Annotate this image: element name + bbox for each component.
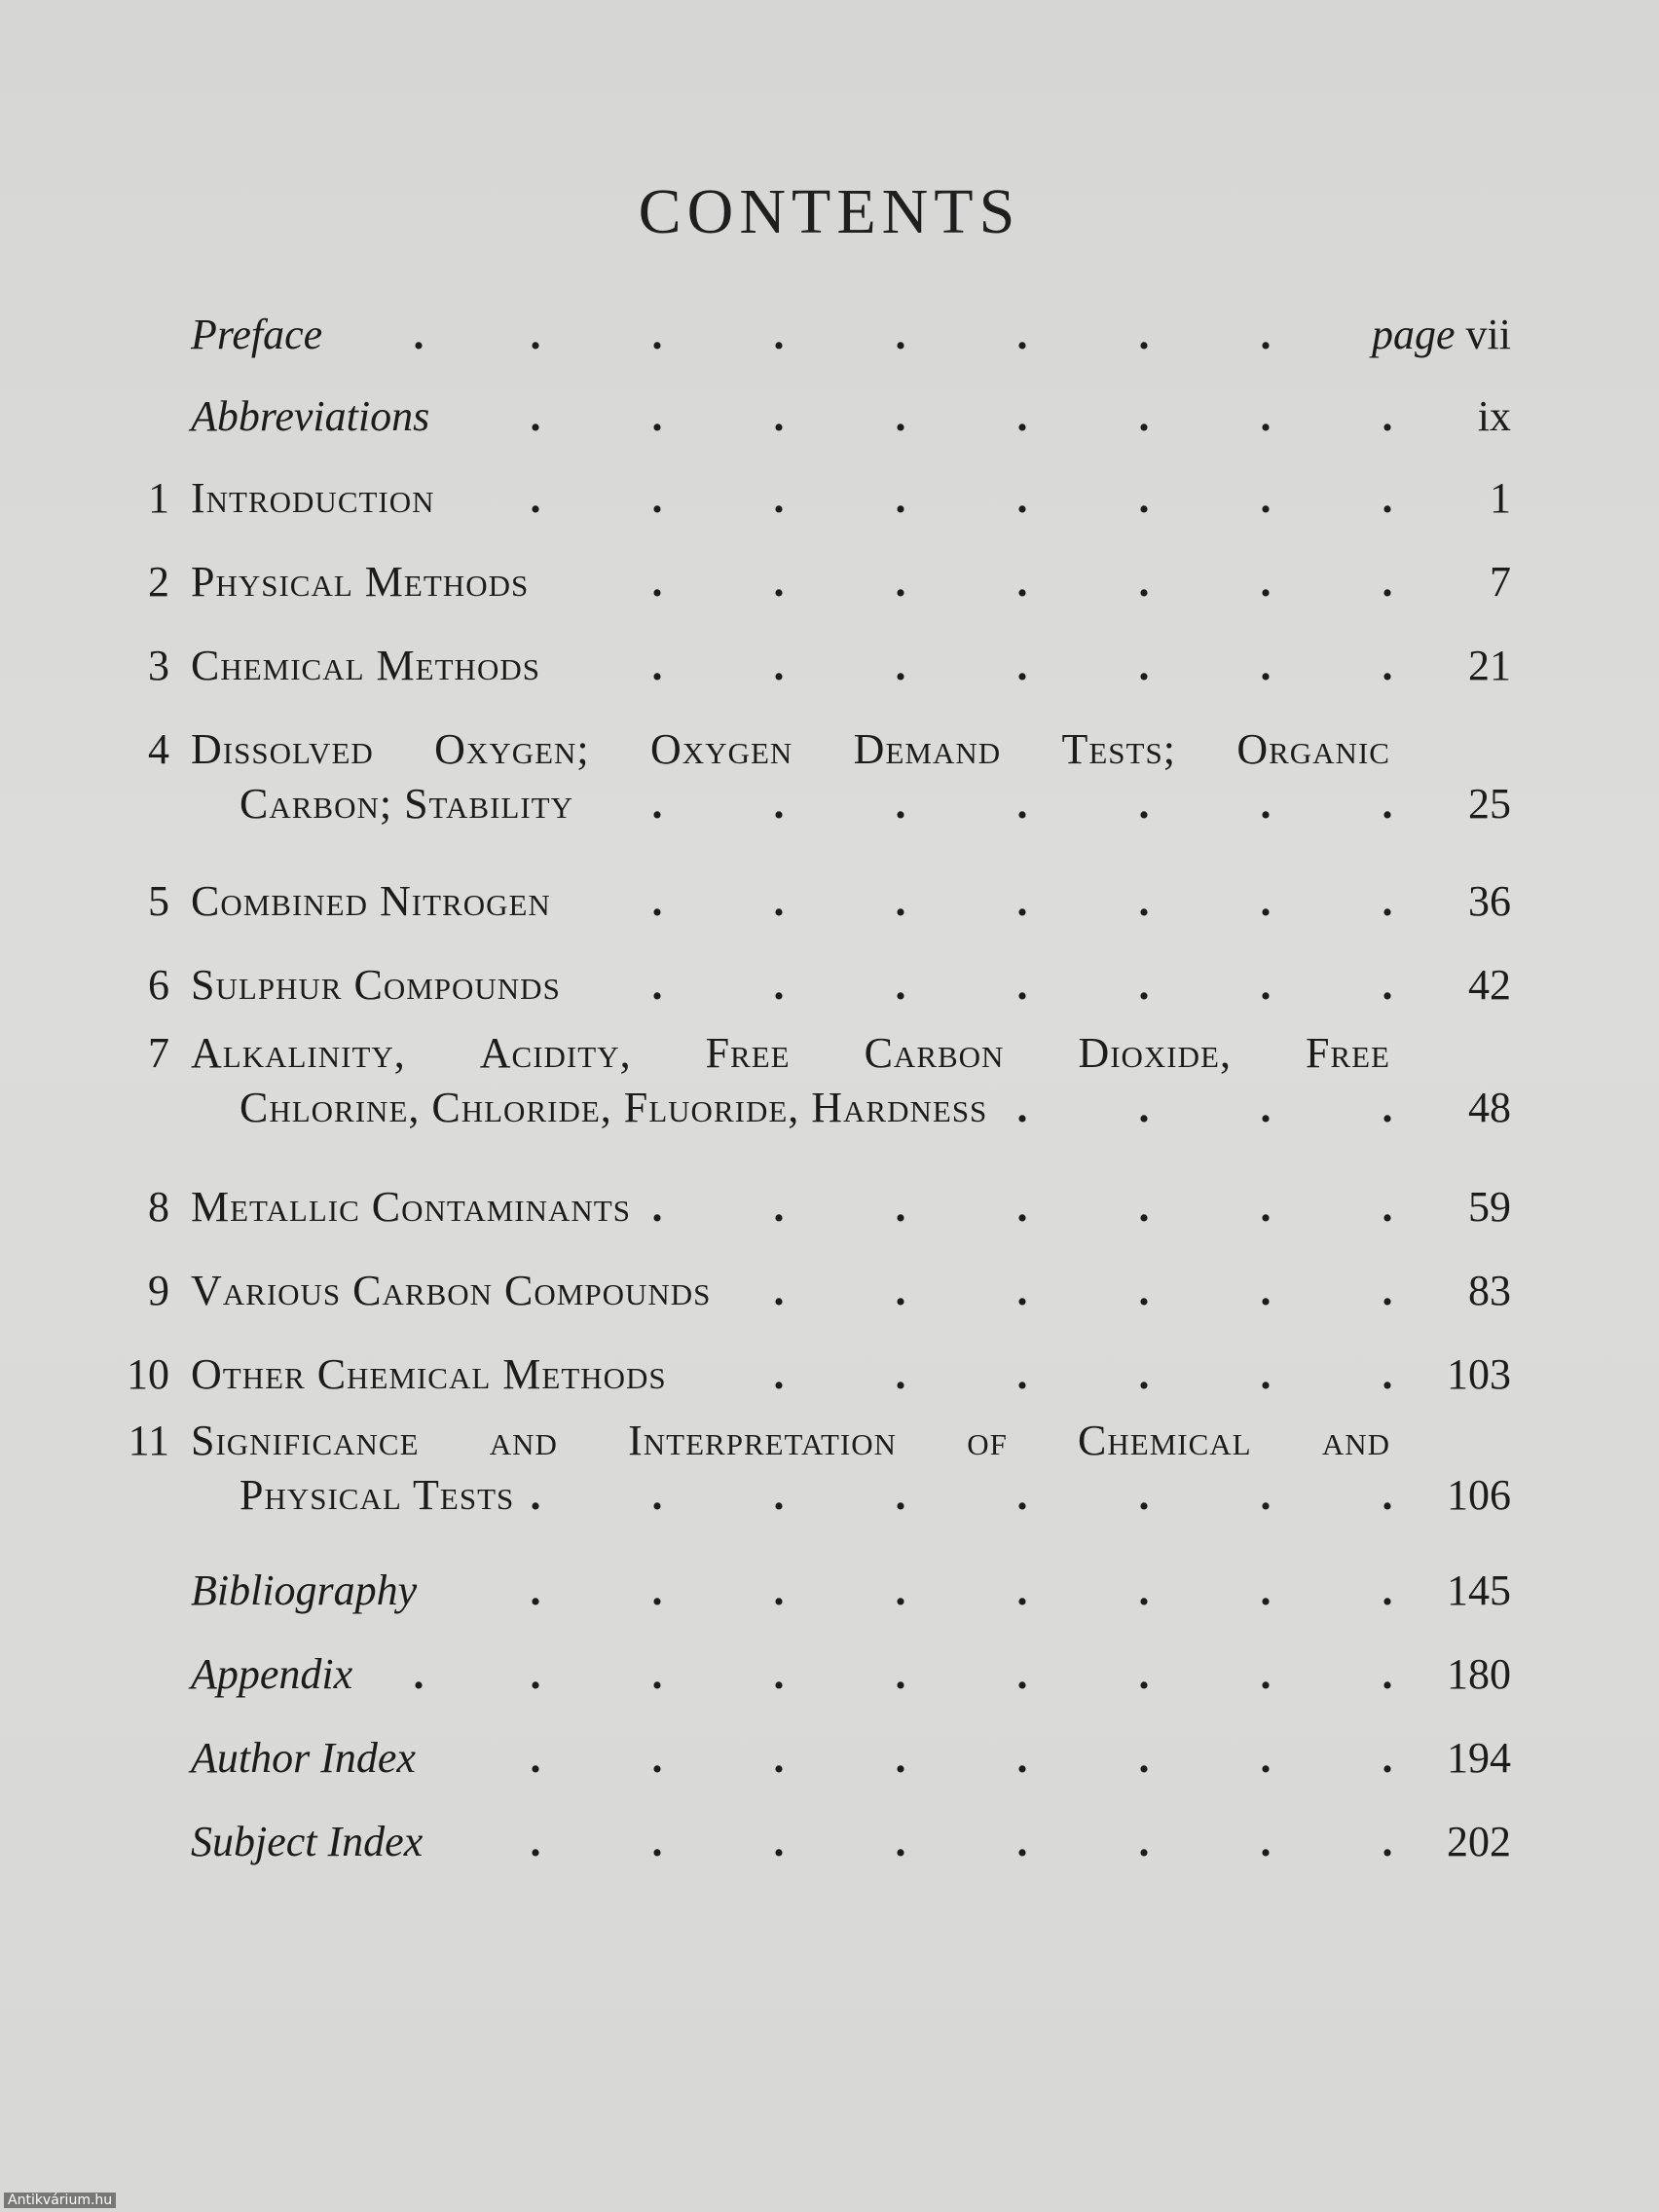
chapter-number: 3 xyxy=(148,642,169,689)
chapter-number: 5 xyxy=(148,877,169,925)
leader-dot: . xyxy=(895,1183,906,1231)
toc-entry-title: Metallic Contaminants xyxy=(191,1183,631,1231)
leader-dot: . xyxy=(1260,474,1272,522)
chapter-number: 1 xyxy=(148,474,169,522)
page-number xyxy=(1447,1468,1511,1523)
leader-dot: . xyxy=(1382,877,1393,925)
page-number-value: 25 xyxy=(1468,780,1511,828)
leader-dot: . xyxy=(1138,1350,1150,1398)
leader-dot: . xyxy=(1260,392,1272,440)
page-number-value: 1 xyxy=(1490,474,1511,522)
title-word: Free xyxy=(705,1029,791,1077)
leader-dot: . xyxy=(1382,642,1393,689)
title-word: Tests; xyxy=(1061,725,1176,773)
leader-dot: . xyxy=(1016,1267,1028,1314)
leader-dot: . xyxy=(773,1734,785,1782)
leader-dot: . xyxy=(773,558,785,606)
leader-dot: . xyxy=(1382,1567,1393,1614)
leader-dot: . xyxy=(1016,1650,1028,1698)
leader-dot: . xyxy=(1138,1471,1150,1519)
page-number xyxy=(1490,471,1511,526)
leader-dot: . xyxy=(651,1650,663,1698)
page-number xyxy=(1372,308,1511,362)
leader-dot: . xyxy=(773,392,785,440)
leader-dot: . xyxy=(1016,961,1028,1009)
title-word: Dioxide, xyxy=(1078,1029,1232,1077)
toc-entry-title: Physical Methods xyxy=(191,558,530,606)
leader-dot: . xyxy=(1016,1567,1028,1614)
leader-dot: . xyxy=(773,642,785,689)
page-number-value: 59 xyxy=(1468,1183,1511,1231)
leader-dot: . xyxy=(1138,311,1150,358)
leader-dot: . xyxy=(1138,1567,1150,1614)
leader-dot: . xyxy=(1382,1350,1393,1398)
page-number-value: vii xyxy=(1465,311,1511,358)
leader-dot: . xyxy=(1260,1567,1272,1614)
leader-dot: . xyxy=(1382,1183,1393,1231)
leader-dot: . xyxy=(1016,1350,1028,1398)
toc-entry[interactable] xyxy=(0,874,1659,929)
leader-dot: . xyxy=(530,392,541,440)
leader-dot: . xyxy=(651,1471,663,1519)
title-word: Significance xyxy=(191,1417,420,1464)
leader-dot: . xyxy=(1138,1084,1150,1131)
chapter-number: 8 xyxy=(148,1183,169,1231)
toc-entry-title-continued: Chlorine, Chloride, Fluoride, Hardness xyxy=(240,1084,988,1131)
leader-dot: . xyxy=(1382,1471,1393,1519)
leader-dot: . xyxy=(895,474,906,522)
leader-dot: . xyxy=(1016,877,1028,925)
title-word: and xyxy=(1321,1417,1390,1464)
leader-dot: . xyxy=(1138,392,1150,440)
watermark-label: Antikvárium.hu xyxy=(4,2193,116,2208)
toc-entry-title: Appendix xyxy=(191,1650,353,1698)
leader-dot: . xyxy=(1260,1084,1272,1131)
chapter-number: 7 xyxy=(148,1029,169,1077)
leader-dot: . xyxy=(773,1471,785,1519)
leader-dot: . xyxy=(1260,1183,1272,1231)
page-number-value: 194 xyxy=(1447,1734,1511,1782)
toc-entry[interactable] xyxy=(0,1026,1659,1135)
title-word: Free xyxy=(1305,1029,1390,1077)
leader-dot: . xyxy=(773,1818,785,1865)
leader-dot: . xyxy=(895,1734,906,1782)
leader-dot: . xyxy=(1260,1267,1272,1314)
leader-dot: . xyxy=(1016,558,1028,606)
page-number xyxy=(1447,1815,1511,1869)
leader-dot: . xyxy=(1016,311,1028,358)
leader-dot: . xyxy=(530,1650,541,1698)
page-number xyxy=(1468,958,1511,1013)
leader-dot: . xyxy=(651,780,663,828)
leader-dot: . xyxy=(651,1818,663,1865)
leader-dot: . xyxy=(1382,1650,1393,1698)
leader-dot: . xyxy=(773,1350,785,1398)
toc-entry[interactable] xyxy=(0,308,1659,362)
toc-entry[interactable] xyxy=(0,1180,1659,1235)
leader-dot: . xyxy=(1016,1818,1028,1865)
leader-dot: . xyxy=(1382,961,1393,1009)
title-word: Alkalinity, xyxy=(191,1029,406,1077)
leader-dot: . xyxy=(773,780,785,828)
page-number xyxy=(1468,639,1511,693)
leader-dot: . xyxy=(1138,1818,1150,1865)
toc-entry-title-continued: Physical Tests xyxy=(240,1471,515,1519)
page-number-value: 36 xyxy=(1468,877,1511,925)
leader-dot: . xyxy=(1016,1734,1028,1782)
page-number-value: 48 xyxy=(1468,1084,1511,1131)
toc-entry[interactable] xyxy=(0,1347,1659,1402)
title-word: Organic xyxy=(1236,725,1390,773)
leader-dot: . xyxy=(1382,558,1393,606)
leader-dot: . xyxy=(1260,642,1272,689)
leader-dot: . xyxy=(413,311,424,358)
title-word: Demand xyxy=(853,725,1002,773)
toc-entry-title: Chemical Methods xyxy=(191,642,540,689)
toc-entry-title: Introduction xyxy=(191,474,435,522)
leader-dot: . xyxy=(1382,1734,1393,1782)
leader-dot: . xyxy=(1382,780,1393,828)
page-number-value: 145 xyxy=(1447,1567,1511,1614)
leader-dot: . xyxy=(1260,1818,1272,1865)
title-word: Oxygen xyxy=(650,725,793,773)
leader-dot: . xyxy=(895,392,906,440)
leader-dot: . xyxy=(651,961,663,1009)
leader-dot: . xyxy=(895,642,906,689)
leader-dot: . xyxy=(1382,1267,1393,1314)
page-number xyxy=(1490,555,1511,609)
leader-dot: . xyxy=(1382,392,1393,440)
leader-dot: . xyxy=(1382,1818,1393,1865)
leader-dot: . xyxy=(1138,877,1150,925)
toc-entry[interactable] xyxy=(0,958,1659,1013)
leader-dot: . xyxy=(1016,642,1028,689)
page-number-value: 106 xyxy=(1447,1471,1511,1519)
leader-dot: . xyxy=(1138,1734,1150,1782)
leader-dot: . xyxy=(651,1567,663,1614)
chapter-number: 4 xyxy=(148,725,169,773)
leader-dot: . xyxy=(1260,1350,1272,1398)
toc-entry[interactable] xyxy=(0,722,1659,831)
leader-dot: . xyxy=(773,474,785,522)
toc-entry[interactable] xyxy=(0,471,1659,526)
leader-dot: . xyxy=(1016,780,1028,828)
page-number-value: 42 xyxy=(1468,961,1511,1009)
chapter-number: 9 xyxy=(148,1267,169,1314)
leader-dot: . xyxy=(773,877,785,925)
leader-dot: . xyxy=(1260,1650,1272,1698)
toc-entry-title: Preface xyxy=(191,311,323,358)
leader-dot: . xyxy=(530,1734,541,1782)
toc-entry-title: Abbreviations xyxy=(191,392,430,440)
page-number xyxy=(1478,389,1511,444)
title-word: Chemical xyxy=(1078,1417,1252,1464)
leader-dot: . xyxy=(773,311,785,358)
title-word: Carbon xyxy=(864,1029,1005,1077)
page-number xyxy=(1447,1347,1511,1402)
leader-dot: . xyxy=(1138,1267,1150,1314)
toc-entry[interactable] xyxy=(0,1264,1659,1318)
leader-dot: . xyxy=(773,1267,785,1314)
leader-dot: . xyxy=(773,1650,785,1698)
leader-dot: . xyxy=(651,474,663,522)
leader-dot: . xyxy=(1138,642,1150,689)
toc-entry[interactable] xyxy=(0,639,1659,693)
page-number-value: 103 xyxy=(1447,1350,1511,1398)
leader-dot: . xyxy=(1260,961,1272,1009)
leader-dot: . xyxy=(651,877,663,925)
page-number xyxy=(1468,1264,1511,1318)
page-number xyxy=(1468,874,1511,929)
title-word: Oxygen; xyxy=(434,725,590,773)
page-number xyxy=(1447,1564,1511,1618)
page-number xyxy=(1468,777,1511,831)
leader-dot: . xyxy=(773,1183,785,1231)
leader-dot: . xyxy=(530,1471,541,1519)
leader-dot: . xyxy=(1138,558,1150,606)
leader-dot: . xyxy=(1260,558,1272,606)
title-word: and xyxy=(489,1417,558,1464)
leader-dot: . xyxy=(530,1567,541,1614)
leader-dot: . xyxy=(1260,780,1272,828)
leader-dot: . xyxy=(1260,1471,1272,1519)
page-number-value: 7 xyxy=(1490,558,1511,606)
leader-dot: . xyxy=(1138,961,1150,1009)
leader-dot: . xyxy=(530,1818,541,1865)
page-number-value: 21 xyxy=(1468,642,1511,689)
leader-dot: . xyxy=(1138,780,1150,828)
title-word: Dissolved xyxy=(191,725,374,773)
leader-dot: . xyxy=(895,1471,906,1519)
leader-dot: . xyxy=(651,392,663,440)
toc-entry-title: Bibliography xyxy=(191,1567,418,1614)
page-number-value: ix xyxy=(1477,392,1511,440)
leader-dot: . xyxy=(895,1267,906,1314)
leader-dot: . xyxy=(895,961,906,1009)
leader-dot: . xyxy=(651,558,663,606)
page-number-value: 83 xyxy=(1468,1267,1511,1314)
toc-entry[interactable] xyxy=(0,555,1659,609)
leader-dot: . xyxy=(651,311,663,358)
toc-entry[interactable] xyxy=(0,1815,1659,1869)
page-number xyxy=(1468,1081,1511,1135)
leader-dot: . xyxy=(1382,1084,1393,1131)
page-prefix-label: page xyxy=(1372,311,1456,358)
leader-dot: . xyxy=(1260,311,1272,358)
leader-dot: . xyxy=(773,1567,785,1614)
toc-entry-title-continued: Carbon; Stability xyxy=(240,780,573,828)
toc-entry[interactable] xyxy=(0,1647,1659,1702)
page-number xyxy=(1447,1647,1511,1702)
leader-dot: . xyxy=(895,1567,906,1614)
toc-entry-title: Subject Index xyxy=(191,1818,424,1865)
toc-entry[interactable] xyxy=(0,1731,1659,1786)
leader-dot: . xyxy=(651,642,663,689)
toc-entry-title xyxy=(191,1026,1390,1081)
leader-dot: . xyxy=(895,1350,906,1398)
leader-dot: . xyxy=(530,474,541,522)
page-number xyxy=(1468,1180,1511,1235)
leader-dot: . xyxy=(1382,474,1393,522)
leader-dot: . xyxy=(413,1650,424,1698)
page-number xyxy=(1447,1731,1511,1786)
toc-entry-title: Various Carbon Compounds xyxy=(191,1267,712,1314)
toc-entry-title xyxy=(191,1414,1390,1468)
leader-dot: . xyxy=(1138,1650,1150,1698)
leader-dot: . xyxy=(1016,392,1028,440)
chapter-number: 6 xyxy=(148,961,169,1009)
chapter-number: 2 xyxy=(148,558,169,606)
chapter-number: 11 xyxy=(128,1417,169,1464)
leader-dot: . xyxy=(895,877,906,925)
chapter-number: 10 xyxy=(127,1350,169,1398)
leader-dot: . xyxy=(1260,1734,1272,1782)
leader-dot: . xyxy=(651,1734,663,1782)
leader-dot: . xyxy=(651,1183,663,1231)
leader-dot: . xyxy=(1016,1084,1028,1131)
page-number-value: 180 xyxy=(1447,1650,1511,1698)
leader-dot: . xyxy=(1260,877,1272,925)
leader-dot: . xyxy=(1138,1183,1150,1231)
toc-entry-title: Other Chemical Methods xyxy=(191,1350,667,1398)
leader-dot: . xyxy=(1138,474,1150,522)
leader-dot: . xyxy=(1016,1471,1028,1519)
toc-entry[interactable] xyxy=(0,389,1659,444)
leader-dot: . xyxy=(895,780,906,828)
leader-dot: . xyxy=(895,1818,906,1865)
toc-entry-title: Author Index xyxy=(191,1734,416,1782)
page-number-value: 202 xyxy=(1447,1818,1511,1865)
toc-entry[interactable] xyxy=(0,1414,1659,1523)
toc-entry[interactable] xyxy=(0,1564,1659,1618)
leader-dot: . xyxy=(1016,474,1028,522)
title-word: Interpretation xyxy=(628,1417,897,1464)
title-word: of xyxy=(967,1417,1008,1464)
leader-dot: . xyxy=(773,961,785,1009)
page-title: CONTENTS xyxy=(638,176,1021,247)
leader-dot: . xyxy=(895,1650,906,1698)
leader-dot: . xyxy=(1016,1183,1028,1231)
toc-entry-title: Combined Nitrogen xyxy=(191,877,551,925)
leader-dot: . xyxy=(895,558,906,606)
leader-dot: . xyxy=(530,311,541,358)
title-word: Acidity, xyxy=(479,1029,632,1077)
leader-dot: . xyxy=(895,311,906,358)
toc-entry-title: Sulphur Compounds xyxy=(191,961,561,1009)
toc-entry-title xyxy=(191,722,1390,777)
